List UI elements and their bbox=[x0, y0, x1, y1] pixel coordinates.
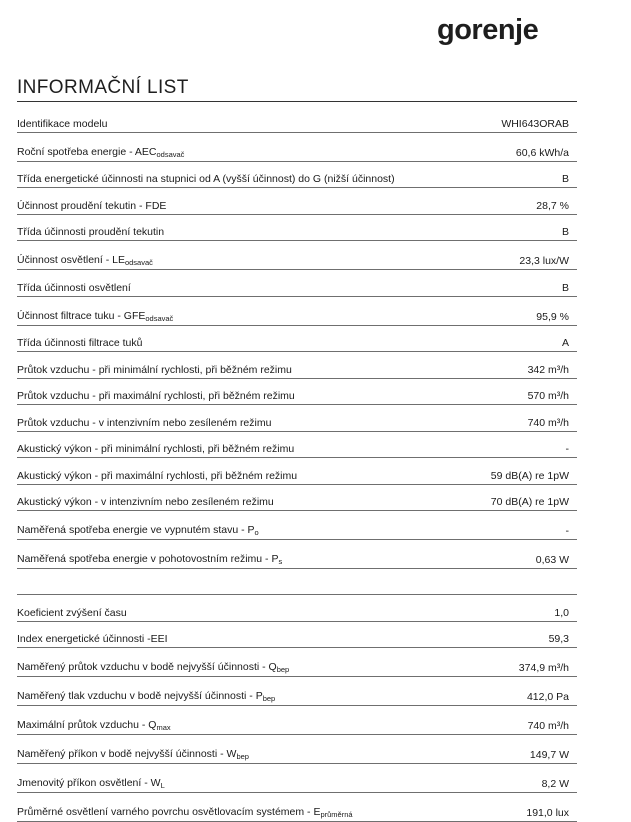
row-label-subscript: průměrná bbox=[320, 810, 353, 819]
row-label-text: Třída účinnosti filtrace tuků bbox=[17, 337, 143, 349]
row-value: A bbox=[561, 337, 569, 349]
row-label-text: Naměřený příkon v bodě nejvyšší účinnosti - W bbox=[17, 748, 237, 760]
row-value: 740 m³/h bbox=[527, 720, 569, 732]
table-row bbox=[17, 379, 577, 406]
table-row bbox=[17, 485, 577, 512]
row-value: 342 m³/h bbox=[527, 363, 569, 376]
row-label-subscript: o bbox=[254, 528, 259, 537]
row-label-subscript: bep bbox=[236, 752, 249, 761]
row-label-text: Průtok vzduchu - v intenzivním nebo zesíleném režimu bbox=[17, 416, 272, 429]
row-label bbox=[17, 200, 166, 212]
row-label bbox=[17, 633, 168, 645]
row-label-subscript: odsavač bbox=[124, 258, 153, 267]
table-row bbox=[17, 326, 577, 353]
row-label bbox=[17, 146, 184, 159]
table-row bbox=[17, 511, 577, 540]
row-label-subscript: bep bbox=[262, 694, 276, 703]
row-label bbox=[17, 806, 353, 819]
row-label bbox=[17, 310, 173, 323]
row-label-subscript: max bbox=[156, 723, 171, 732]
row-value: 59,3 bbox=[548, 633, 569, 645]
row-label-text: Třída energetické účinnosti na stupnici od A (vyšší účinnost) do G (nižší účinnost) bbox=[17, 173, 395, 185]
row-label bbox=[17, 553, 282, 566]
row-label-text: Roční spotřeba energie - AEC bbox=[17, 145, 157, 158]
row-label bbox=[17, 719, 171, 732]
table-row bbox=[17, 648, 577, 677]
row-label bbox=[17, 777, 165, 790]
row-label-text: Koeficient zvýšení času bbox=[17, 606, 127, 619]
row-label-text: Akustický výkon - při minimální rychlosti, při běžném režimu bbox=[17, 443, 295, 455]
row-label-text: Jmenovitý příkon osvětlení - W bbox=[17, 777, 161, 789]
table-row bbox=[17, 241, 577, 270]
row-value: - bbox=[565, 443, 569, 455]
row-label bbox=[17, 496, 274, 508]
row-label-text: Průtok vzduchu - při maximální rychlosti, při běžném režimu bbox=[17, 390, 295, 402]
row-label bbox=[17, 364, 292, 376]
row-label bbox=[17, 607, 127, 619]
row-label bbox=[17, 118, 107, 130]
row-label-subscript: odsavač bbox=[156, 149, 185, 159]
row-label bbox=[17, 524, 259, 537]
row-label-text: Index energetické účinnosti -EEI bbox=[17, 633, 168, 645]
row-value: 70 dB(A) re 1pW bbox=[490, 496, 569, 508]
row-label bbox=[17, 337, 142, 349]
row-label-subscript: bep bbox=[276, 665, 290, 674]
title-divider bbox=[17, 101, 577, 102]
row-value: WHI643ORAB bbox=[501, 117, 569, 130]
row-label-text: Třída účinnosti osvětlení bbox=[17, 281, 131, 294]
table-row bbox=[17, 162, 577, 189]
row-label bbox=[17, 254, 153, 267]
row-value: 60,6 kWh/a bbox=[515, 146, 569, 159]
table-row bbox=[17, 677, 577, 706]
brand-logo: gorenje bbox=[437, 14, 539, 46]
row-value: - bbox=[565, 525, 569, 537]
row-value: 28,7 % bbox=[536, 199, 569, 212]
row-label bbox=[17, 282, 131, 294]
spacer-row bbox=[17, 569, 577, 595]
row-label-subscript: s bbox=[278, 557, 283, 566]
row-label-text: Naměřený tlak vzduchu v bodě nejvyšší účinnosti - P bbox=[17, 690, 263, 702]
table-row bbox=[17, 405, 577, 432]
table-row bbox=[17, 352, 577, 379]
table-row bbox=[17, 188, 577, 215]
table-row bbox=[17, 735, 577, 764]
row-label-text: Akustický výkon - při maximální rychlosti, při běžném režimu bbox=[17, 469, 298, 482]
row-label bbox=[17, 748, 249, 761]
table-row bbox=[17, 432, 577, 459]
row-value: B bbox=[561, 226, 569, 238]
row-label-text: Průměrné osvětlení varného povrchu osvětlovacím systémem - E bbox=[17, 806, 321, 818]
row-value: 8,2 W bbox=[541, 778, 569, 790]
table-row bbox=[17, 764, 577, 793]
row-label bbox=[17, 470, 297, 482]
row-label bbox=[17, 226, 164, 238]
row-value: 570 m³/h bbox=[527, 390, 569, 402]
table-row bbox=[17, 706, 577, 735]
row-label bbox=[17, 390, 295, 402]
page-title: INFORMAČNÍ LIST bbox=[17, 77, 189, 98]
row-value: 95,9 % bbox=[536, 310, 569, 323]
table-row bbox=[17, 297, 577, 326]
row-value: 412,0 Pa bbox=[526, 691, 569, 703]
table-row bbox=[17, 133, 577, 162]
row-value: 1,0 bbox=[554, 606, 569, 619]
row-label-text: Maximální průtok vzduchu - Q bbox=[17, 719, 157, 731]
table-row bbox=[17, 595, 577, 622]
row-label-text: Akustický výkon - v intenzivním nebo zesíleném režimu bbox=[17, 496, 274, 508]
row-label-text: Naměřená spotřeba energie v pohotovostním režimu - P bbox=[17, 553, 279, 565]
row-label-text: Naměřený průtok vzduchu v bodě nejvyšší účinnosti - Q bbox=[17, 661, 277, 673]
table-row bbox=[17, 793, 577, 822]
row-label-text: Účinnost proudění tekutin - FDE bbox=[17, 199, 167, 212]
row-value: 59 dB(A) re 1pW bbox=[490, 469, 569, 482]
row-value: B bbox=[561, 173, 569, 185]
info-table bbox=[17, 106, 577, 822]
row-value: 23,3 lux/W bbox=[519, 255, 569, 267]
table-row bbox=[17, 540, 577, 569]
row-value: 740 m³/h bbox=[527, 416, 569, 429]
row-label bbox=[17, 661, 289, 674]
row-value: B bbox=[561, 281, 569, 294]
table-row bbox=[17, 622, 577, 649]
row-label-subscript: L bbox=[160, 781, 165, 790]
row-label bbox=[17, 443, 294, 455]
table-row bbox=[17, 270, 577, 297]
row-label-text: Účinnost filtrace tuku - GFE bbox=[17, 309, 146, 322]
row-value: 149,7 W bbox=[529, 749, 569, 761]
table-row bbox=[17, 106, 577, 133]
row-label-text: Identifikace modelu bbox=[17, 117, 108, 130]
row-label bbox=[17, 690, 275, 703]
row-label bbox=[17, 173, 395, 185]
row-value: 0,63 W bbox=[535, 554, 569, 566]
row-label-text: Třída účinnosti proudění tekutin bbox=[17, 226, 165, 238]
row-label-text: Naměřená spotřeba energie ve vypnutém stavu - P bbox=[17, 524, 255, 536]
table-row bbox=[17, 215, 577, 242]
row-value: 191,0 lux bbox=[526, 807, 569, 819]
row-label-text: Průtok vzduchu - při minimální rychlosti, při běžném režimu bbox=[17, 363, 292, 376]
row-label bbox=[17, 417, 271, 429]
table-row bbox=[17, 458, 577, 485]
row-value: 374,9 m³/h bbox=[518, 662, 569, 674]
row-label-text: Účinnost osvětlení - LE bbox=[17, 254, 125, 266]
row-label-subscript: odsavač bbox=[145, 313, 174, 323]
